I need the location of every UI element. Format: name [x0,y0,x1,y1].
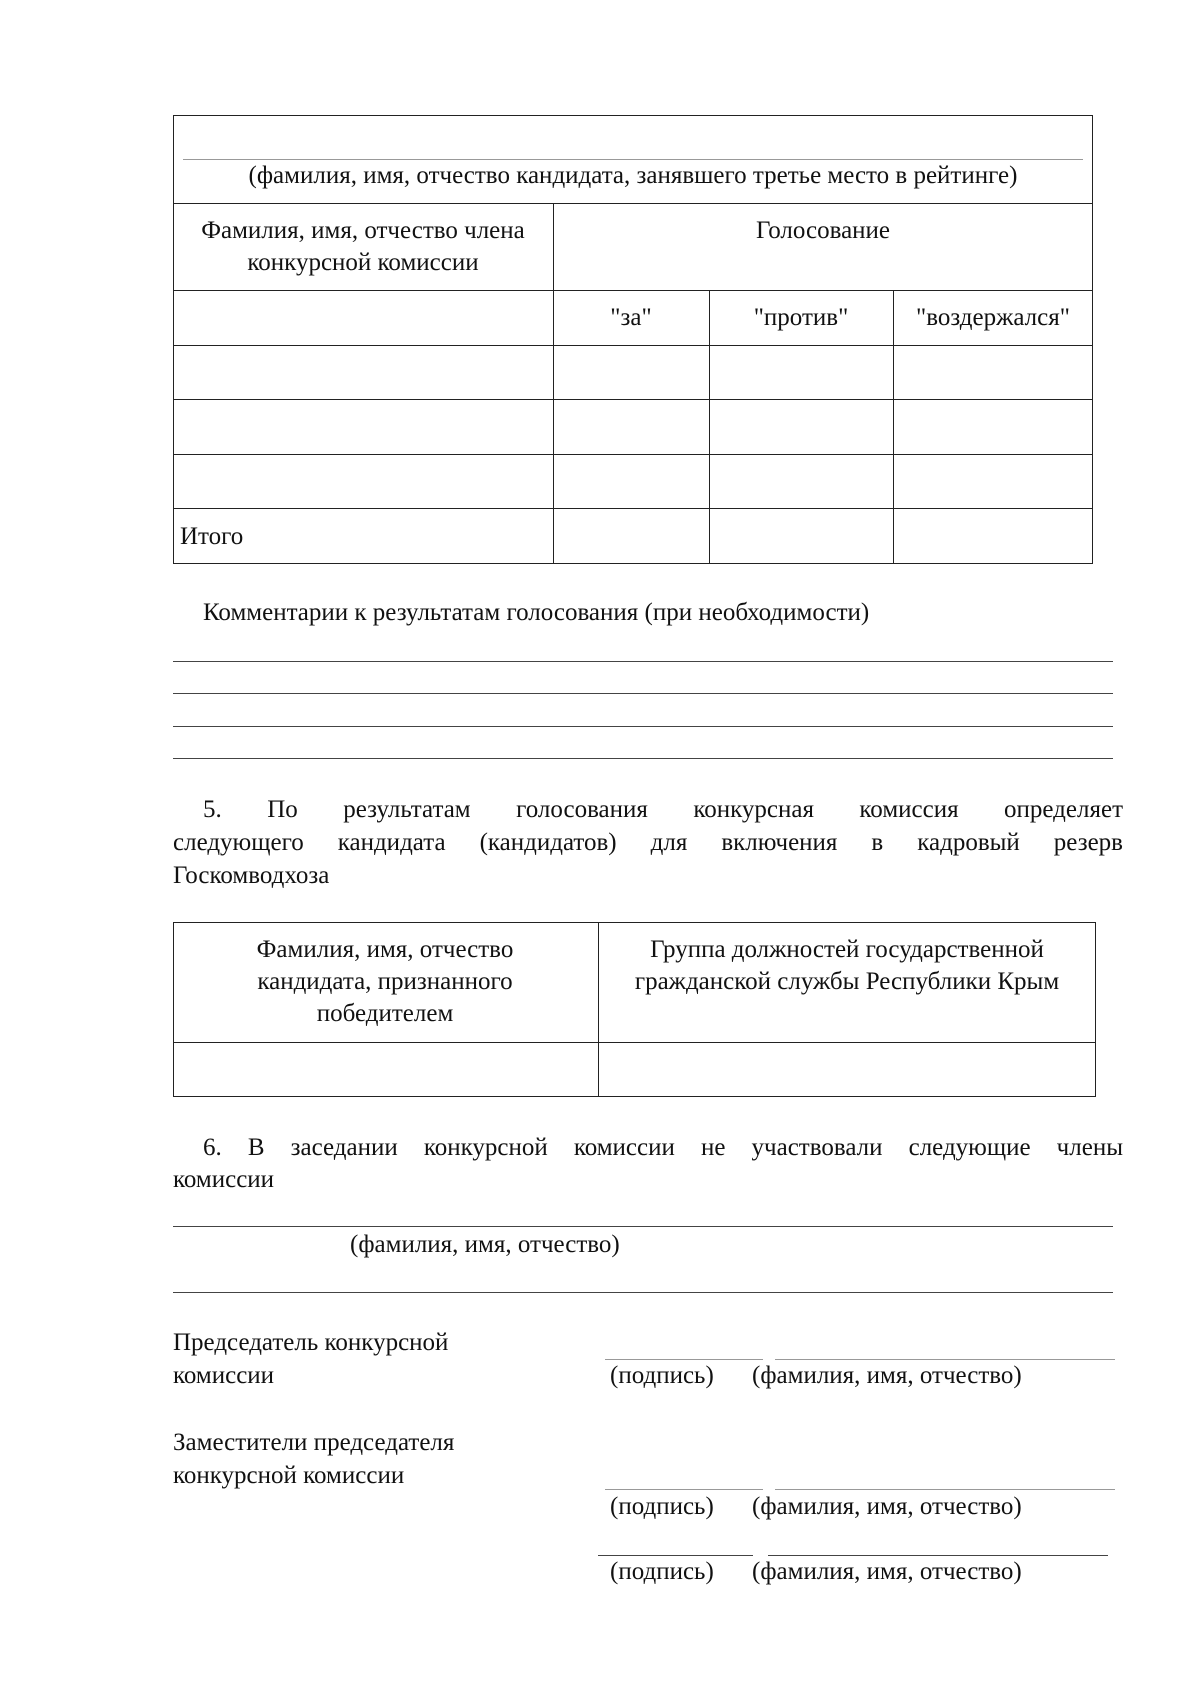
table-rule [173,508,1093,509]
deputy1-fio-caption: (фамилия, имя, отчество) [752,1493,1022,1520]
table-rule [173,345,1093,346]
section5-line1: 5. По результатам голосования конкурсная комиссия определяет [203,796,1123,823]
vote-abstained-header: "воздержался" [916,304,1070,331]
position-group-header: Группа должностей государственной гражданской службы Республики Крым [634,936,1060,995]
absent-member-fill-line [173,1226,1113,1227]
deputy2-fio-caption: (фамилия, имя, отчество) [752,1558,1022,1585]
section5-line3: Госкомводхоза [173,862,330,889]
absent-member-fio-caption: (фамилия, имя, отчество) [350,1231,620,1258]
absent-member-fill-line-2 [173,1292,1113,1293]
comments-label: Комментарии к результатам голосования (при необходимости) [203,599,870,626]
section6-line2: комиссии [173,1166,275,1193]
deputy1-signature-caption: (подпись) [610,1493,714,1520]
chairman-label-line1: Председатель конкурсной [173,1329,449,1356]
table-rule [553,203,554,564]
comment-line [173,758,1113,759]
deputy2-signature-caption: (подпись) [610,1558,714,1585]
vote-for-header: "за" [610,304,652,331]
section5-line2: следующего кандидата (кандидатов) для включения в кадровый резерв [173,829,1123,856]
vote-against-header: "против" [753,304,849,331]
deputy1-fio-line [775,1489,1115,1490]
member-name-header: Фамилия, имя, отчество члена конкурсной комиссии [201,217,525,276]
deputy1-signature-line [605,1489,763,1490]
comment-line [173,661,1113,662]
voting-header: Голосование [755,217,891,244]
comment-line [173,726,1113,727]
deputies-label-line2: конкурсной комиссии [173,1462,405,1489]
table-rule [173,203,1093,204]
deputies-label-line1: Заместители председателя [173,1429,455,1456]
chairman-signature-caption: (подпись) [610,1362,714,1389]
total-label: Итого [180,523,244,550]
comment-line [173,693,1113,694]
table-rule [173,399,1093,400]
table-rule [173,290,1093,291]
table-rule [173,1042,1096,1043]
candidate-caption: (фамилия, имя, отчество кандидата, занявшего третье место в рейтинге) [248,162,1018,189]
table-rule [173,454,1093,455]
chairman-fio-caption: (фамилия, имя, отчество) [752,1362,1022,1389]
table-rule [598,922,599,1097]
section6-line1: 6. В заседании конкурсной комиссии не участвовали следующие члены [203,1134,1123,1161]
winner-name-header: Фамилия, имя, отчество кандидата, признанного победителем [256,936,514,1027]
chairman-label-line2: комиссии [173,1362,275,1389]
